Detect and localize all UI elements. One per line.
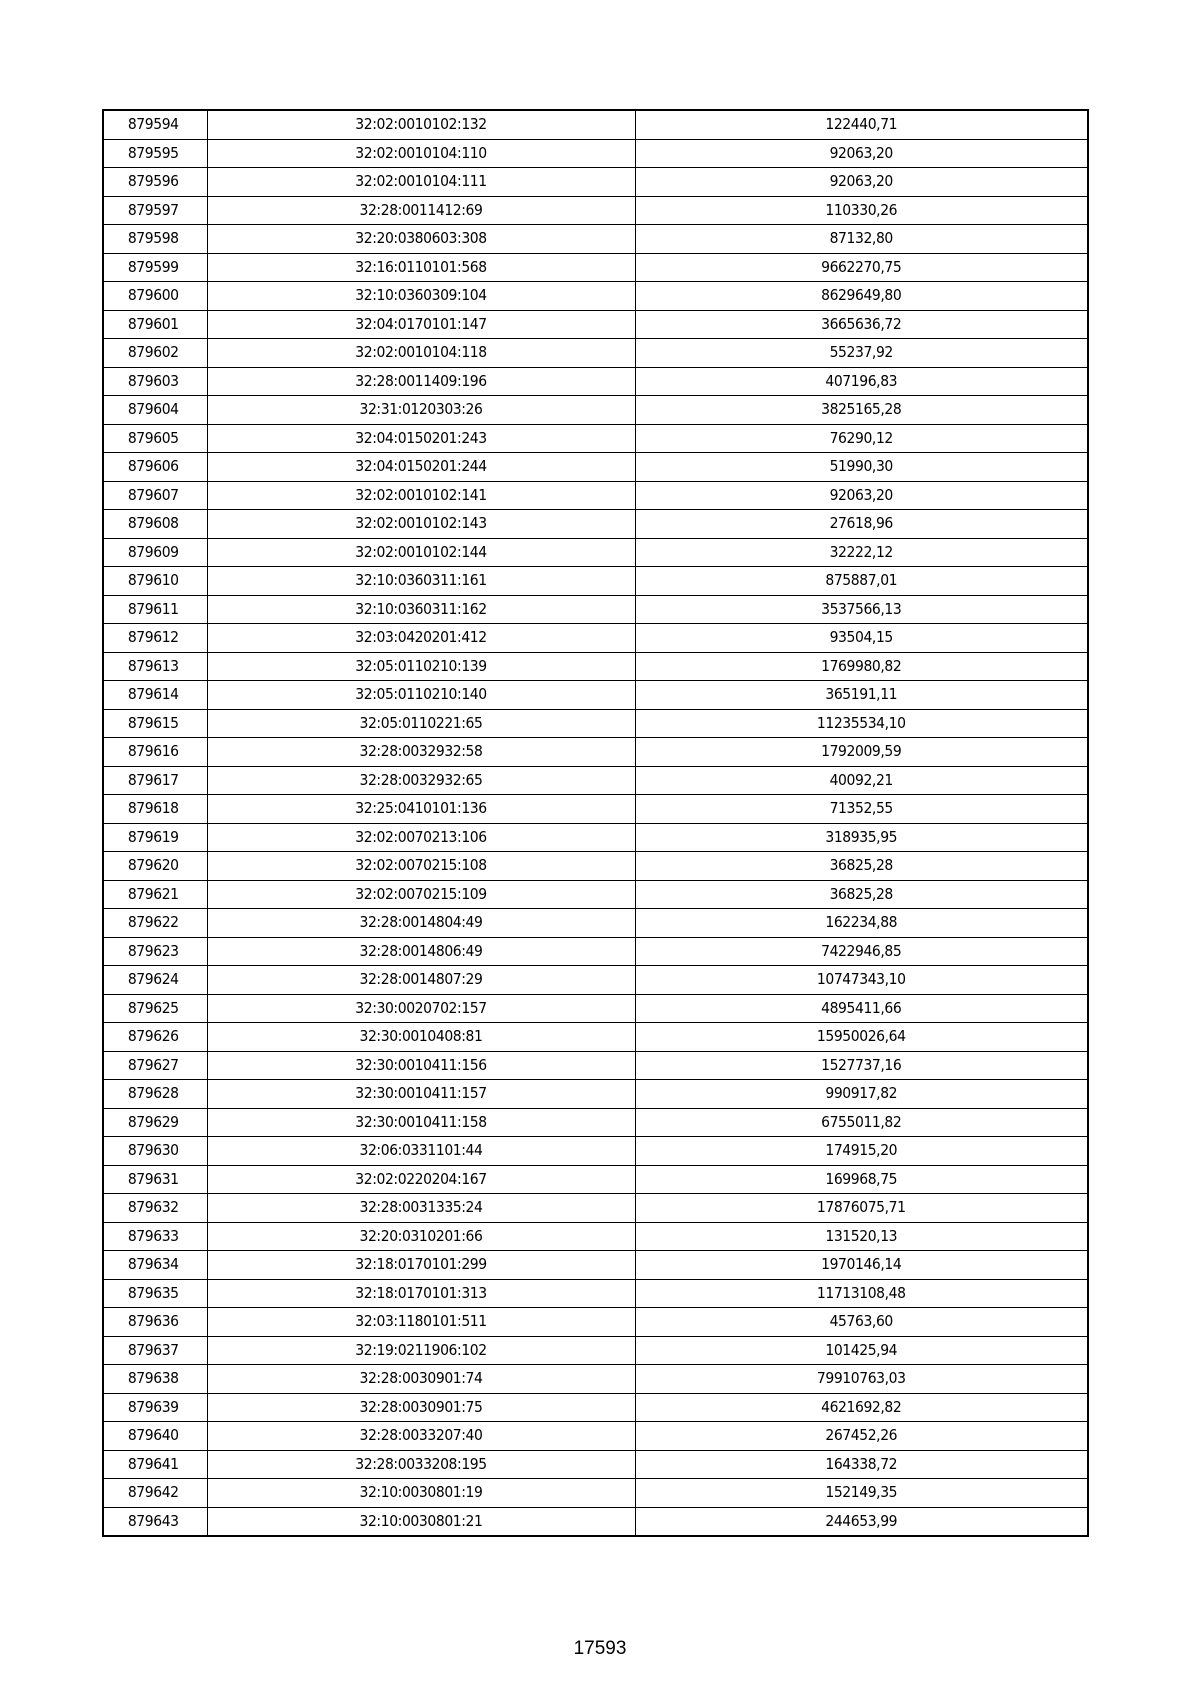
record-number-cell: 879605	[103, 424, 207, 453]
cadastral-number-cell: 32:10:0030801:21	[207, 1507, 635, 1536]
value-cell: 27618,96	[635, 510, 1088, 539]
table-row	[103, 852, 1088, 881]
record-number-cell: 879599	[103, 253, 207, 282]
table-row	[103, 1023, 1088, 1052]
table-row	[103, 595, 1088, 624]
table-row	[103, 196, 1088, 225]
record-number-cell: 879609	[103, 538, 207, 567]
value-cell: 365191,11	[635, 681, 1088, 710]
table-row	[103, 909, 1088, 938]
cadastral-number-cell: 32:16:0110101:568	[207, 253, 635, 282]
table-row	[103, 367, 1088, 396]
value-cell: 92063,20	[635, 481, 1088, 510]
record-number-cell: 879632	[103, 1194, 207, 1223]
cadastral-number-cell: 32:10:0360309:104	[207, 282, 635, 311]
record-number-cell: 879622	[103, 909, 207, 938]
table-row	[103, 1422, 1088, 1451]
cadastral-number-cell: 32:10:0360311:162	[207, 595, 635, 624]
cadastral-number-cell: 32:28:0014807:29	[207, 966, 635, 995]
record-number-cell: 879615	[103, 709, 207, 738]
value-cell: 244653,99	[635, 1507, 1088, 1536]
cadastral-number-cell: 32:31:0120303:26	[207, 396, 635, 425]
cadastral-number-cell: 32:02:0010102:144	[207, 538, 635, 567]
table-row	[103, 282, 1088, 311]
cadastral-number-cell: 32:05:0110210:140	[207, 681, 635, 710]
value-cell: 174915,20	[635, 1137, 1088, 1166]
record-number-cell: 879625	[103, 994, 207, 1023]
cadastral-number-cell: 32:02:0070215:109	[207, 880, 635, 909]
value-cell: 164338,72	[635, 1450, 1088, 1479]
value-cell: 92063,20	[635, 168, 1088, 197]
cadastral-number-cell: 32:04:0150201:244	[207, 453, 635, 482]
table-row	[103, 1222, 1088, 1251]
value-cell: 3537566,13	[635, 595, 1088, 624]
table-row	[103, 994, 1088, 1023]
cadastral-number-cell: 32:28:0031335:24	[207, 1194, 635, 1223]
record-number-cell: 879626	[103, 1023, 207, 1052]
value-cell: 32222,12	[635, 538, 1088, 567]
value-cell: 11235534,10	[635, 709, 1088, 738]
value-cell: 169968,75	[635, 1165, 1088, 1194]
table-row	[103, 1365, 1088, 1394]
record-number-cell: 879627	[103, 1051, 207, 1080]
record-number-cell: 879603	[103, 367, 207, 396]
value-cell: 875887,01	[635, 567, 1088, 596]
cadastral-number-cell: 32:04:0170101:147	[207, 310, 635, 339]
value-cell: 7422946,85	[635, 937, 1088, 966]
cadastral-number-cell: 32:05:0110221:65	[207, 709, 635, 738]
table-row	[103, 168, 1088, 197]
table-row	[103, 1393, 1088, 1422]
cadastral-number-cell: 32:18:0170101:313	[207, 1279, 635, 1308]
cadastral-number-cell: 32:03:0420201:412	[207, 624, 635, 653]
record-number-cell: 879610	[103, 567, 207, 596]
record-number-cell: 879628	[103, 1080, 207, 1109]
table-row	[103, 766, 1088, 795]
record-number-cell: 879629	[103, 1108, 207, 1137]
value-cell: 131520,13	[635, 1222, 1088, 1251]
table-row	[103, 1507, 1088, 1536]
value-cell: 87132,80	[635, 225, 1088, 254]
record-number-cell: 879621	[103, 880, 207, 909]
table-row	[103, 481, 1088, 510]
cadastral-number-cell: 32:30:0020702:157	[207, 994, 635, 1023]
record-number-cell: 879602	[103, 339, 207, 368]
table-row	[103, 681, 1088, 710]
table-row	[103, 310, 1088, 339]
record-number-cell: 879597	[103, 196, 207, 225]
table-row	[103, 823, 1088, 852]
cadastral-number-cell: 32:02:0010104:118	[207, 339, 635, 368]
cadastral-number-cell: 32:28:0014804:49	[207, 909, 635, 938]
record-number-cell: 879594	[103, 110, 207, 139]
record-number-cell: 879611	[103, 595, 207, 624]
cadastral-number-cell: 32:28:0033207:40	[207, 1422, 635, 1451]
table-row	[103, 738, 1088, 767]
value-cell: 76290,12	[635, 424, 1088, 453]
table-row	[103, 1279, 1088, 1308]
value-cell: 101425,94	[635, 1336, 1088, 1365]
value-cell: 3665636,72	[635, 310, 1088, 339]
record-number-cell: 879612	[103, 624, 207, 653]
table-row	[103, 1450, 1088, 1479]
record-number-cell: 879633	[103, 1222, 207, 1251]
value-cell: 1792009,59	[635, 738, 1088, 767]
record-number-cell: 879635	[103, 1279, 207, 1308]
record-number-cell: 879604	[103, 396, 207, 425]
table-row	[103, 1051, 1088, 1080]
value-cell: 4621692,82	[635, 1393, 1088, 1422]
cadastral-number-cell: 32:30:0010411:158	[207, 1108, 635, 1137]
table-row	[103, 1137, 1088, 1166]
value-cell: 92063,20	[635, 139, 1088, 168]
cadastral-number-cell: 32:02:0070213:106	[207, 823, 635, 852]
value-cell: 55237,92	[635, 339, 1088, 368]
record-number-cell: 879623	[103, 937, 207, 966]
value-cell: 36825,28	[635, 852, 1088, 881]
record-number-cell: 879630	[103, 1137, 207, 1166]
table-row	[103, 567, 1088, 596]
cadastral-number-cell: 32:28:0011412:69	[207, 196, 635, 225]
value-cell: 93504,15	[635, 624, 1088, 653]
table-row	[103, 453, 1088, 482]
cadastral-number-cell: 32:19:0211906:102	[207, 1336, 635, 1365]
cadastral-number-cell: 32:28:0032932:58	[207, 738, 635, 767]
value-cell: 15950026,64	[635, 1023, 1088, 1052]
record-number-cell: 879600	[103, 282, 207, 311]
value-cell: 162234,88	[635, 909, 1088, 938]
value-cell: 1970146,14	[635, 1251, 1088, 1280]
cadastral-number-cell: 32:02:0070215:108	[207, 852, 635, 881]
value-cell: 40092,21	[635, 766, 1088, 795]
table-row	[103, 510, 1088, 539]
record-number-cell: 879598	[103, 225, 207, 254]
record-number-cell: 879636	[103, 1308, 207, 1337]
table-row	[103, 624, 1088, 653]
value-cell: 6755011,82	[635, 1108, 1088, 1137]
table-row	[103, 110, 1088, 139]
table-row	[103, 1080, 1088, 1109]
record-number-cell: 879618	[103, 795, 207, 824]
table-row	[103, 139, 1088, 168]
record-number-cell: 879607	[103, 481, 207, 510]
table-row	[103, 795, 1088, 824]
table-row	[103, 966, 1088, 995]
record-number-cell: 879643	[103, 1507, 207, 1536]
cadastral-number-cell: 32:28:0030901:75	[207, 1393, 635, 1422]
value-cell: 152149,35	[635, 1479, 1088, 1508]
table-row	[103, 1194, 1088, 1223]
value-cell: 1527737,16	[635, 1051, 1088, 1080]
value-cell: 9662270,75	[635, 253, 1088, 282]
cadastral-number-cell: 32:30:0010411:156	[207, 1051, 635, 1080]
cadastral-number-cell: 32:28:0032932:65	[207, 766, 635, 795]
record-number-cell: 879601	[103, 310, 207, 339]
records-table-body	[103, 110, 1088, 1536]
cadastral-number-cell: 32:28:0033208:195	[207, 1450, 635, 1479]
cadastral-number-cell: 32:02:0010104:111	[207, 168, 635, 197]
table-row	[103, 339, 1088, 368]
value-cell: 71352,55	[635, 795, 1088, 824]
record-number-cell: 879595	[103, 139, 207, 168]
table-row	[103, 1108, 1088, 1137]
cadastral-number-cell: 32:30:0010411:157	[207, 1080, 635, 1109]
cadastral-number-cell: 32:28:0014806:49	[207, 937, 635, 966]
cadastral-number-cell: 32:05:0110210:139	[207, 652, 635, 681]
table-row	[103, 937, 1088, 966]
value-cell: 990917,82	[635, 1080, 1088, 1109]
cadastral-number-cell: 32:02:0010102:141	[207, 481, 635, 510]
record-number-cell: 879619	[103, 823, 207, 852]
table-row	[103, 652, 1088, 681]
cadastral-number-cell: 32:20:0380603:308	[207, 225, 635, 254]
value-cell: 4895411,66	[635, 994, 1088, 1023]
table-row	[103, 1336, 1088, 1365]
value-cell: 51990,30	[635, 453, 1088, 482]
table-row	[103, 1479, 1088, 1508]
value-cell: 122440,71	[635, 110, 1088, 139]
value-cell: 3825165,28	[635, 396, 1088, 425]
table-row	[103, 538, 1088, 567]
record-number-cell: 879639	[103, 1393, 207, 1422]
record-number-cell: 879624	[103, 966, 207, 995]
table-row	[103, 253, 1088, 282]
table-row	[103, 424, 1088, 453]
value-cell: 407196,83	[635, 367, 1088, 396]
record-number-cell: 879614	[103, 681, 207, 710]
table-row	[103, 396, 1088, 425]
cadastral-number-cell: 32:25:0410101:136	[207, 795, 635, 824]
record-number-cell: 879640	[103, 1422, 207, 1451]
record-number-cell: 879642	[103, 1479, 207, 1508]
records-table	[102, 109, 1089, 1537]
record-number-cell: 879608	[103, 510, 207, 539]
table-row	[103, 1251, 1088, 1280]
value-cell: 45763,60	[635, 1308, 1088, 1337]
cadastral-number-cell: 32:02:0010104:110	[207, 139, 635, 168]
table-row	[103, 1165, 1088, 1194]
table-row	[103, 225, 1088, 254]
cadastral-number-cell: 32:06:0331101:44	[207, 1137, 635, 1166]
record-number-cell: 879641	[103, 1450, 207, 1479]
value-cell: 318935,95	[635, 823, 1088, 852]
cadastral-number-cell: 32:02:0010102:132	[207, 110, 635, 139]
cadastral-number-cell: 32:28:0030901:74	[207, 1365, 635, 1394]
value-cell: 8629649,80	[635, 282, 1088, 311]
cadastral-number-cell: 32:10:0030801:19	[207, 1479, 635, 1508]
record-number-cell: 879613	[103, 652, 207, 681]
cadastral-number-cell: 32:03:1180101:511	[207, 1308, 635, 1337]
record-number-cell: 879631	[103, 1165, 207, 1194]
table-row	[103, 880, 1088, 909]
record-number-cell: 879606	[103, 453, 207, 482]
cadastral-number-cell: 32:04:0150201:243	[207, 424, 635, 453]
cadastral-number-cell: 32:10:0360311:161	[207, 567, 635, 596]
record-number-cell: 879638	[103, 1365, 207, 1394]
record-number-cell: 879634	[103, 1251, 207, 1280]
record-number-cell: 879637	[103, 1336, 207, 1365]
value-cell: 1769980,82	[635, 652, 1088, 681]
page-number: 17593	[573, 1638, 627, 1659]
record-number-cell: 879596	[103, 168, 207, 197]
table-row	[103, 1308, 1088, 1337]
value-cell: 17876075,71	[635, 1194, 1088, 1223]
value-cell: 267452,26	[635, 1422, 1088, 1451]
cadastral-number-cell: 32:02:0220204:167	[207, 1165, 635, 1194]
record-number-cell: 879620	[103, 852, 207, 881]
cadastral-number-cell: 32:30:0010408:81	[207, 1023, 635, 1052]
cadastral-number-cell: 32:20:0310201:66	[207, 1222, 635, 1251]
cadastral-number-cell: 32:02:0010102:143	[207, 510, 635, 539]
cadastral-number-cell: 32:18:0170101:299	[207, 1251, 635, 1280]
table-row	[103, 709, 1088, 738]
value-cell: 10747343,10	[635, 966, 1088, 995]
record-number-cell: 879616	[103, 738, 207, 767]
record-number-cell: 879617	[103, 766, 207, 795]
value-cell: 79910763,03	[635, 1365, 1088, 1394]
cadastral-number-cell: 32:28:0011409:196	[207, 367, 635, 396]
value-cell: 36825,28	[635, 880, 1088, 909]
value-cell: 110330,26	[635, 196, 1088, 225]
value-cell: 11713108,48	[635, 1279, 1088, 1308]
